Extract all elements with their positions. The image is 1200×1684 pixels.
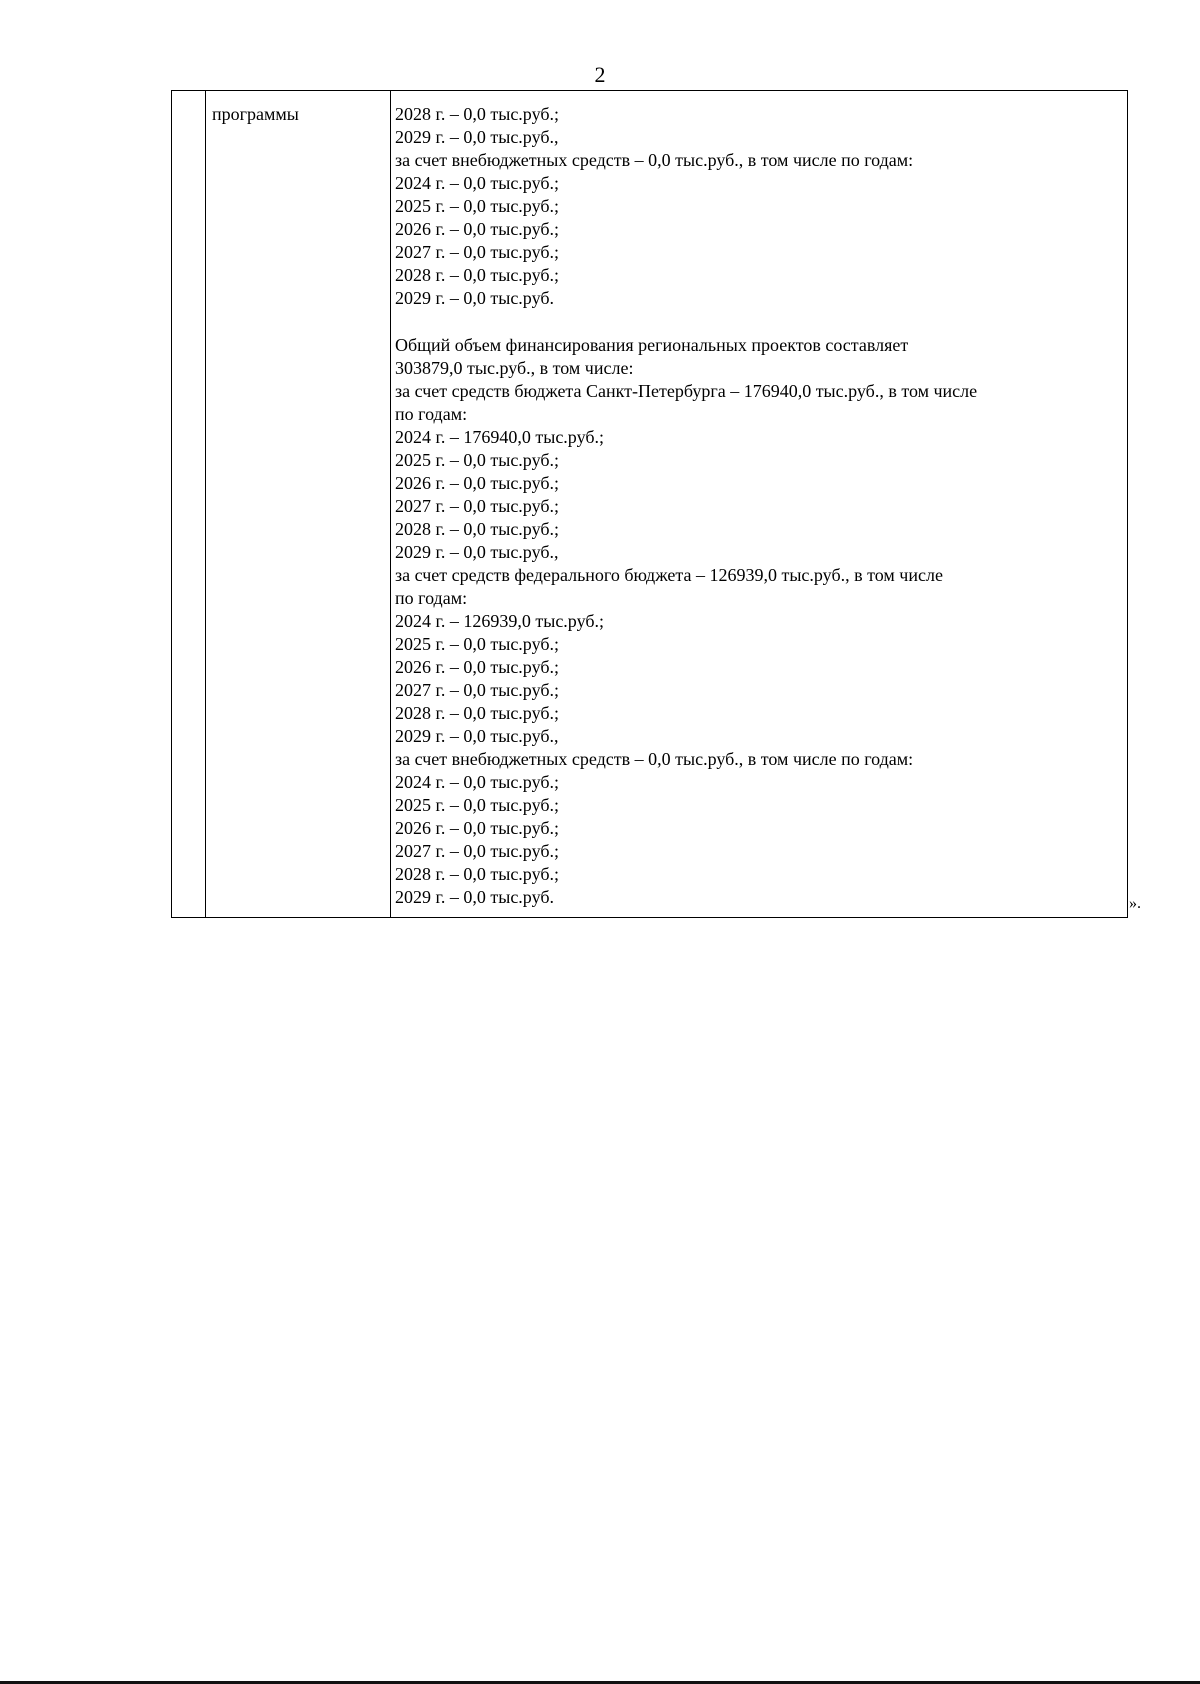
text-line: по годам: — [395, 588, 468, 608]
text-line: 2025 г. – 0,0 тыс.руб.; — [395, 795, 559, 815]
text-line: 2028 г. – 0,0 тыс.руб.; — [395, 519, 559, 539]
text-line: 2028 г. – 0,0 тыс.руб.; — [395, 104, 559, 124]
financing-table — [171, 90, 1128, 918]
column-divider-first — [205, 91, 206, 917]
text-line: 303879,0 тыс.руб., в том числе: — [395, 358, 634, 378]
text-line: за счет средств бюджета Санкт-Петербурга – 176940,0 тыс.руб., в том числе — [395, 381, 978, 401]
text-line: 2024 г. – 0,0 тыс.руб.; — [395, 772, 559, 792]
text-line: 2029 г. – 0,0 тыс.руб., — [395, 127, 559, 147]
text-line: 2028 г. – 0,0 тыс.руб.; — [395, 864, 559, 884]
text-line: 2029 г. – 0,0 тыс.руб., — [395, 542, 559, 562]
text-line: 2027 г. – 0,0 тыс.руб.; — [395, 680, 559, 700]
financing-block-program — [395, 103, 1121, 310]
text-line: за счет внебюджетных средств – 0,0 тыс.руб., в том числе по годам: — [395, 749, 914, 769]
text-line: 2029 г. – 0,0 тыс.руб. — [395, 887, 554, 907]
text-line: 2025 г. – 0,0 тыс.руб.; — [395, 634, 559, 654]
text-line: 2027 г. – 0,0 тыс.руб.; — [395, 242, 559, 262]
text-line: 2026 г. – 0,0 тыс.руб.; — [395, 657, 559, 677]
text-line: 2024 г. – 176940,0 тыс.руб.; — [395, 427, 604, 447]
financing-block-regional-projects — [395, 334, 1121, 909]
text-line: 2027 г. – 0,0 тыс.руб.; — [395, 496, 559, 516]
text-line: 2029 г. – 0,0 тыс.руб. — [395, 288, 554, 308]
text-line: 2029 г. – 0,0 тыс.руб., — [395, 726, 559, 746]
table-content-cell — [395, 103, 1121, 909]
text-line: 2024 г. – 126939,0 тыс.руб.; — [395, 611, 604, 631]
text-line: за счет внебюджетных средств – 0,0 тыс.руб., в том числе по годам: — [395, 150, 914, 170]
text-line: 2027 г. – 0,0 тыс.руб.; — [395, 841, 559, 861]
text-line: 2028 г. – 0,0 тыс.руб.; — [395, 265, 559, 285]
text-line: 2026 г. – 0,0 тыс.руб.; — [395, 818, 559, 838]
table-label-cell: программы — [212, 104, 299, 124]
text-line: 2028 г. – 0,0 тыс.руб.; — [395, 703, 559, 723]
text-line: 2026 г. – 0,0 тыс.руб.; — [395, 473, 559, 493]
text-line: по годам: — [395, 404, 468, 424]
text-line: 2025 г. – 0,0 тыс.руб.; — [395, 196, 559, 216]
text-line: 2024 г. – 0,0 тыс.руб.; — [395, 173, 559, 193]
text-line: 2026 г. – 0,0 тыс.руб.; — [395, 219, 559, 239]
column-divider-second — [390, 91, 391, 917]
text-line: за счет средств федерального бюджета – 126939,0 тыс.руб., в том числе — [395, 565, 943, 585]
paragraph-gap — [395, 310, 1121, 334]
closing-quote-mark: ». — [1129, 895, 1141, 912]
text-line: 2025 г. – 0,0 тыс.руб.; — [395, 450, 559, 470]
page-number: 2 — [594, 62, 606, 87]
text-line: Общий объем финансирования региональных проектов составляет — [395, 335, 909, 355]
